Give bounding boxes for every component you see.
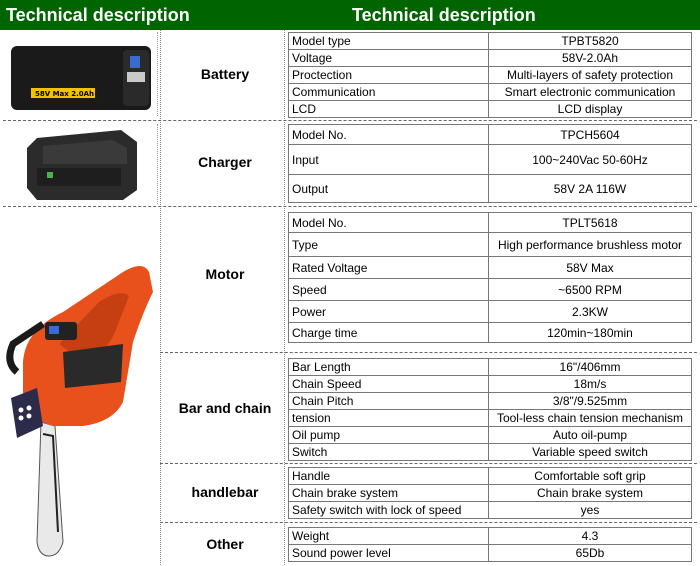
table-row: [289, 427, 692, 444]
spec-label: Handle: [289, 468, 489, 485]
spec-label: Rated Voltage: [289, 257, 489, 279]
spec-label: Sound power level: [289, 545, 489, 562]
spec-value: 16"/406mm: [489, 359, 692, 376]
spec-value: Auto oil-pump: [489, 427, 692, 444]
spec-value: 4.3: [489, 528, 692, 545]
spec-label: Switch: [289, 444, 489, 461]
spec-label: Power: [289, 301, 489, 323]
spec-value: 18m/s: [489, 376, 692, 393]
spec-label: Speed: [289, 279, 489, 301]
chainsaw-image: [3, 212, 157, 562]
header-bar: [0, 0, 700, 30]
table-row: [289, 485, 692, 502]
spec-label: LCD: [289, 101, 489, 118]
table-row: [289, 213, 692, 233]
table-row: [289, 84, 692, 101]
spec-value: 58V-2.0Ah: [489, 50, 692, 67]
spec-value: TPCH5604: [489, 125, 692, 145]
spec-label: Type: [289, 233, 489, 257]
spec-value: 120min~180min: [489, 323, 692, 343]
spec-value: 100~240Vac 50-60Hz: [489, 145, 692, 175]
battery-table: [288, 32, 692, 118]
spec-label: Model type: [289, 33, 489, 50]
left-title: Technical description: [6, 5, 190, 25]
spec-label: Weight: [289, 528, 489, 545]
table-row: [289, 279, 692, 301]
table-row: [289, 468, 692, 485]
other-table: [288, 527, 692, 562]
spec-value: 3/8"/9.525mm: [489, 393, 692, 410]
category-handlebar: handlebar: [191, 484, 259, 500]
spec-label: Model No.: [289, 125, 489, 145]
spec-label: Communication: [289, 84, 489, 101]
table-row: [289, 410, 692, 427]
spec-value: 58V 2A 116W: [489, 175, 692, 203]
spec-label: Oil pump: [289, 427, 489, 444]
charger-image: [3, 124, 158, 204]
spec-value: 65Db: [489, 545, 692, 562]
table-row: [289, 444, 692, 461]
right-title: Technical description: [352, 5, 536, 25]
spec-value: yes: [489, 502, 692, 519]
spec-label: Chain Pitch: [289, 393, 489, 410]
spec-value: LCD display: [489, 101, 692, 118]
table-row: [289, 528, 692, 545]
table-row: [289, 376, 692, 393]
section-divider: [3, 120, 697, 121]
table-row: [289, 301, 692, 323]
table-row: [289, 175, 692, 203]
battery-label: 58V Max 2.0Ah: [35, 90, 95, 98]
table-row: [289, 125, 692, 145]
category-other: Other: [206, 536, 244, 552]
spec-label: Chain Speed: [289, 376, 489, 393]
spec-value: 2.3KW: [489, 301, 692, 323]
table-row: [289, 101, 692, 118]
section-divider: [160, 522, 697, 523]
table-row: [289, 67, 692, 84]
table-row: [289, 545, 692, 562]
spec-value: High performance brushless motor: [489, 233, 692, 257]
table-row: [289, 33, 692, 50]
battery-image: [3, 32, 158, 116]
spec-value: TPBT5820: [489, 33, 692, 50]
spec-value: Tool-less chain tension mechanism: [489, 410, 692, 427]
spec-label: Safety switch with lock of speed: [289, 502, 489, 519]
table-row: [289, 502, 692, 519]
category-charger: Charger: [198, 154, 252, 170]
spec-label: Input: [289, 145, 489, 175]
category-battery: Battery: [200, 66, 250, 82]
spec-value: 58V Max: [489, 257, 692, 279]
motor-table: [288, 212, 692, 343]
spec-value: Comfortable soft grip: [489, 468, 692, 485]
category-bar-and-chain: Bar and chain: [178, 400, 272, 416]
spec-label: Voltage: [289, 50, 489, 67]
spec-value: TPLT5618: [489, 213, 692, 233]
spec-label: Chain brake system: [289, 485, 489, 502]
spec-value: ~6500 RPM: [489, 279, 692, 301]
table-row: [289, 359, 692, 376]
charger-table: [288, 124, 692, 203]
spec-value: Variable speed switch: [489, 444, 692, 461]
handlebar-table: [288, 467, 692, 519]
spec-label: Proctection: [289, 67, 489, 84]
table-row: [289, 50, 692, 67]
table-row: [289, 323, 692, 343]
section-divider: [160, 352, 697, 353]
section-divider: [3, 206, 697, 207]
spec-value: Chain brake system: [489, 485, 692, 502]
spec-label: Output: [289, 175, 489, 203]
spec-value: Multi-layers of safety protection: [489, 67, 692, 84]
spec-label: Bar Length: [289, 359, 489, 376]
bar-chain-table: [288, 358, 692, 461]
table-row: [289, 257, 692, 279]
spec-label: Charge time: [289, 323, 489, 343]
spec-label: tension: [289, 410, 489, 427]
column-divider: [160, 30, 161, 565]
table-row: [289, 393, 692, 410]
category-motor: Motor: [205, 266, 245, 282]
table-row: [289, 145, 692, 175]
table-row: [289, 233, 692, 257]
spec-value: Smart electronic communication: [489, 84, 692, 101]
spec-label: Model No.: [289, 213, 489, 233]
section-divider: [160, 463, 697, 464]
